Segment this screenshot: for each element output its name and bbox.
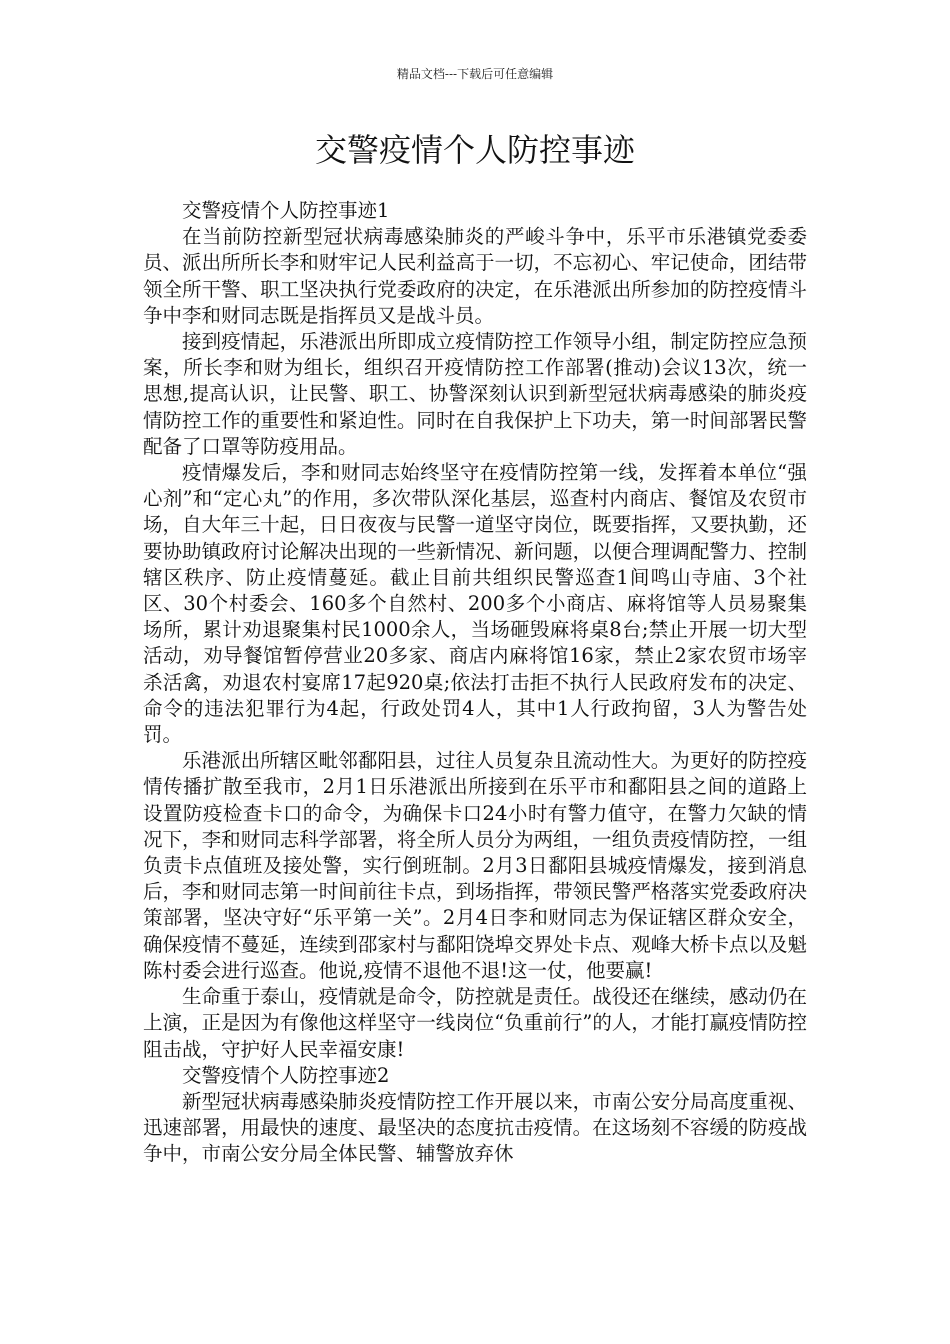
section-heading-1: 交警疫情个人防控事迹1 [182, 199, 390, 222]
paragraph: 在当前防控新型冠状病毒感染肺炎的严峻斗争中，乐平市乐港镇党委委员、派出所所长李和财牢记人民利益高于一切，不忘初心、牢记使命，团结带领全所干警、职工坚决执行党委政府的决定，在乐港派出所参加的防控疫情斗争中李和财同志既是指挥员又是战斗员。 [143, 225, 807, 327]
paragraph: 疫情爆发后，李和财同志始终坚守在疫情防控第一线，发挥着本单位“强心剂”和“定心丸”的作用，多次带队深化基层，巡查村内商店、餐馆及农贸市场，自大年三十起，日日夜夜与民警一道坚守岗位，既要指挥，又要执勤，还要协助镇政府讨论解决出现的一些新情况、新问题，以便合理调配警力、控制辖区秩序、防止疫情蔓延。截止目前共组织民警巡查1间鸣山寺庙、3个社区、30个村委会、160多个自然村、200多个小商店、麻将馆等人员易聚集场所，累计劝退聚集村民1000余人，当场砸毁麻将桌8台;禁止开展一切大型活动，劝导餐馆暂停营业20多家、商店内麻将馆16家，禁止2家农贸市场宰杀活禽，劝退农村宴席17起920桌;依法打击拒不执行人民政府发布的决定、命令的违法犯罪行为4起，行政处罚4人，其中1人行政拘留，3人为警告处罚。 [143, 461, 807, 747]
paragraph: 接到疫情起，乐港派出所即成立疫情防控工作领导小组，制定防控应急预案，所长李和财为组长，组织召开疫情防控工作部署(推动)会议13次，统一思想,提高认识，让民警、职工、协警深刻认识到新型冠状病毒感染的肺炎疫情防控工作的重要性和紧迫性。同时在自我保护上下功夫，第一时间部署民警配备了口罩等防疫用品。 [143, 330, 807, 458]
section-heading-2: 交警疫情个人防控事迹2 [182, 1063, 390, 1087]
paragraph: 乐港派出所辖区毗邻鄱阳县，过往人员复杂且流动性大。为更好的防控疫情传播扩散至我市，2月1日乐港派出所接到在乐平市和鄱阳县之间的道路上设置防疫检查卡口的命令，为确保卡口24小时有警力值守，在警力欠缺的情况下，李和财同志科学部署，将全所人员分为两组，一组负责疫情防控，一组负责卡点值班及接处警，实行倒班制。2月3日鄱阳县城疫情爆发，接到消息后，李和财同志第一时间前往卡点，到场指挥，带领民警严格落实党委政府决策部署，坚决守好“乐平第一关”。2月4日李和财同志为保证辖区群众安全，确保疫情不蔓延，连续到邵家村与鄱阳饶埠交界处卡点、观峰大桥卡点以及魁陈村委会进行巡查。他说,疫情不退他不退!这一仗，他要赢! [143, 749, 807, 982]
header-note: 精品文档---下载后可任意编辑 [396, 67, 554, 81]
paragraph: 生命重于泰山，疫情就是命令，防控就是责任。战役还在继续，感动仍在上演，正是因为有像他这样坚守一线岗位“负重前行”的人，才能打赢疫情防控阻击战，守护好人民幸福安康! [143, 985, 807, 1061]
document-title: 交警疫情个人防控事迹 [314, 131, 635, 169]
document-body [143, 198, 807, 1168]
paragraph: 新型冠状病毒感染肺炎疫情防控工作开展以来，市南公安分局高度重视、迅速部署，用最快的速度、最坚决的态度抗击疫情。在这场刻不容缓的防疫战争中，市南公安分局全体民警、辅警放弃休 [143, 1089, 807, 1166]
